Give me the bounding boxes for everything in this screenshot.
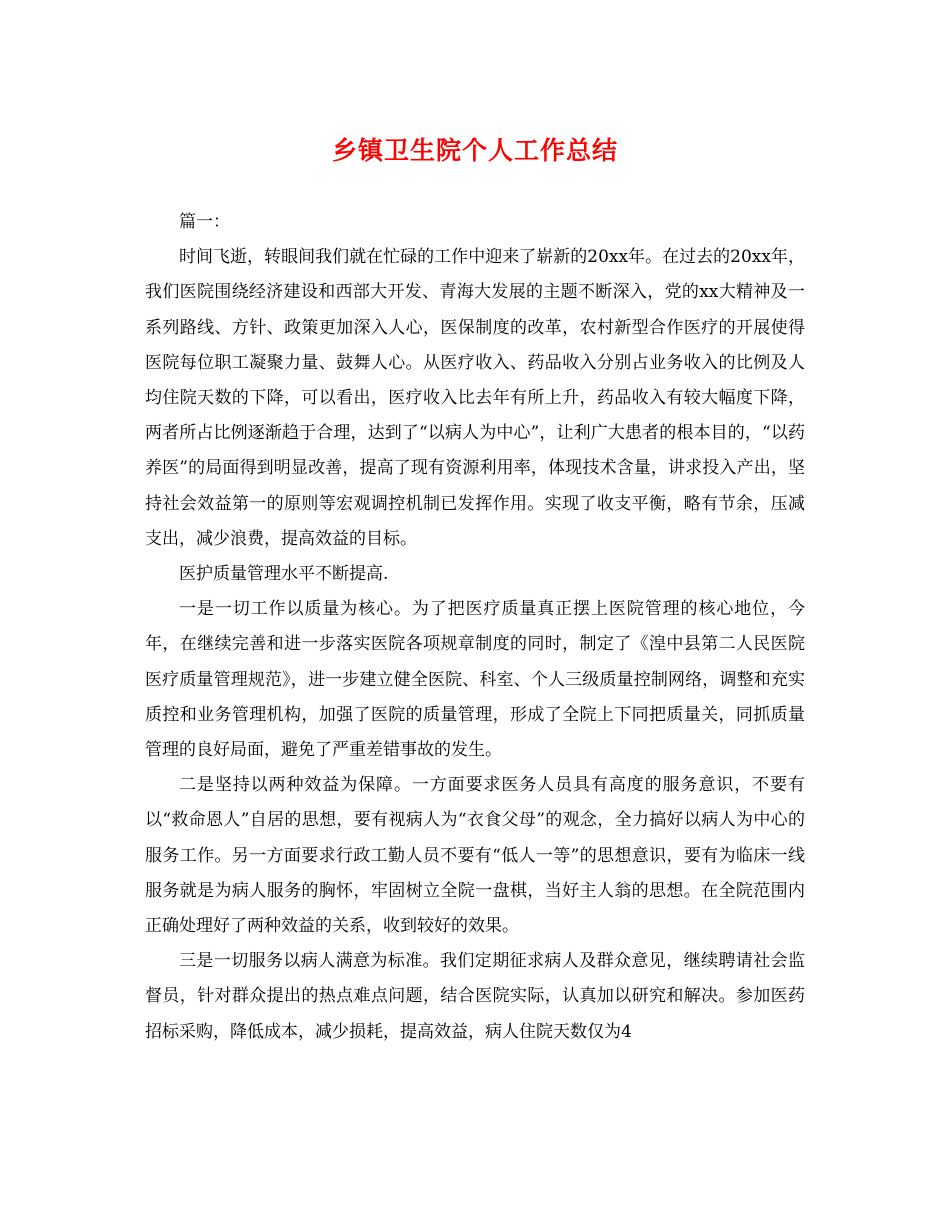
document-body — [145, 205, 805, 1050]
paragraph-overview: 时间飞逝，转眼间我们就在忙碌的工作中迎来了崭新的20xx年。在过去的20xx年，我们医院围绕经济建设和西部大开发、青海大发展的主题不断深入，党的xx大精神及一系列路线、方针、政策更加深入人心，医保制度的改革，农村新型合作医疗的开展使得医院每位职工凝聚力量、鼓舞人心。从医疗收入、药品收入分别占业务收入的比例及人均住院天数的下降，可以看出，医疗收入比去年有所上升，药品收入有较大幅度下降，两者所占比例逐渐趋于合理，达到了“以病人为中心”，让利广大患者的根本目的，“以药养医”的局面得到明显改善，提高了现有资源利用率，体现技术含量，讲求投入产出，坚持社会效益第一的原则等宏观调控机制已发挥作用。实现了收支平衡，略有节余，压减支出，减少浪费，提高效益的目标。 — [145, 247, 805, 549]
paragraph-two-benefits: 二是坚持以两种效益为保障。一方面要求医务人员具有高度的服务意识，不要有以“救命恩人”自居的思想，要有视病人为“衣食父母”的观念，全力搞好以病人为中心的服务工作。另一方面要求行政工勤人员不要有“低人一等”的思想意识，要有为临床一线服务就是为病人服务的胸怀，牢固树立全院一盘棋，当好主人翁的思想。在全院范围内正确处理好了两种效益的关系，收到较好的效果。 — [145, 775, 805, 937]
paragraph-section-label: 篇一： — [179, 212, 230, 232]
document-title: 乡镇卫生院个人工作总结 — [331, 136, 618, 165]
paragraph-quality-core: 一是一切工作以质量为核心。为了把医疗质量真正摆上医院管理的核心地位，今年，在继续完善和进一步落实医院各项规章制度的同时，制定了《湟中县第二人民医院医疗质量管理规范》，进一步建立健全医院、科室、个人三级质量控制网络，调整和充实质控和业务管理机构，加强了医院的质量管理，形成了全院上下同把质量关，同抓质量管理的良好局面，避免了严重差错事故的发生。 — [145, 599, 805, 761]
paragraph-patient-satisfaction: 三是一切服务以病人满意为标准。我们定期征求病人及群众意见，继续聘请社会监督员，针对群众提出的热点难点问题，结合医院实际，认真加以研究和解决。参加医药招标采购，降低成本，减少损耗，提高效益，病人住院天数仅为4 — [145, 951, 805, 1042]
paragraph-quality-heading: 医护质量管理水平不断提高. — [179, 564, 389, 585]
